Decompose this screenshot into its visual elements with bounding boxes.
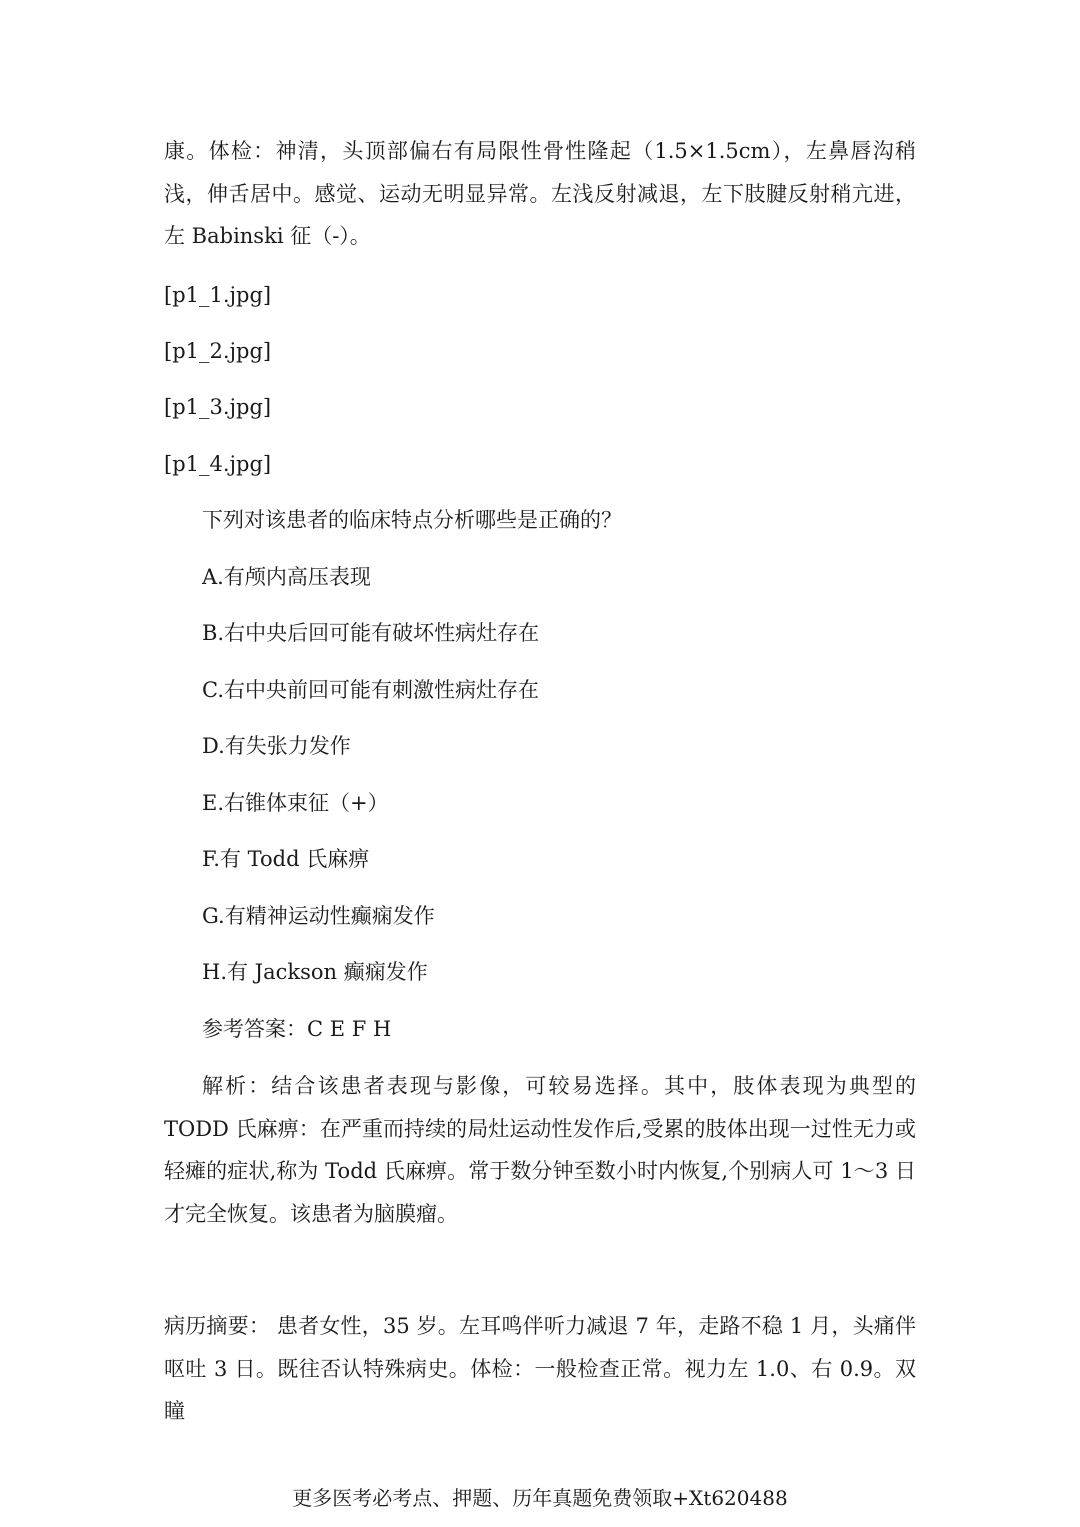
image-placeholder: [p1_3.jpg]	[164, 395, 272, 419]
reference-answer: 参考答案：C E F H	[202, 1017, 392, 1041]
image-placeholder: [p1_4.jpg]	[164, 452, 272, 476]
option-a: A.有颅内高压表现	[202, 565, 371, 589]
analysis-text: 解析：结合该患者表现与影像，可较易选择。其中，肢体表现为典型的 TODD 氏麻痹：在严重而持续的局灶运动性发作后,受累的肢体出现一过性无力或轻瘫的症状,称为 Todd 氏麻痹。常于数分钟至数小时内恢复,个别病人可 1～3 日才完全恢复。该患者为脑膜瘤。	[164, 1074, 916, 1226]
option-g: G.有精神运动性癫痫发作	[202, 904, 435, 928]
option-e: E.右锥体束征（+）	[202, 791, 389, 815]
question-text: 下列对该患者的临床特点分析哪些是正确的？	[202, 508, 622, 532]
image-placeholder: [p1_2.jpg]	[164, 339, 272, 363]
option-d: D.有失张力发作	[202, 734, 351, 758]
footer-promo: 更多医考必考点、押题、历年真题免费领取+Xt620488	[292, 1486, 788, 1510]
case-summary-paragraph	[164, 1305, 916, 1433]
exam-paragraph	[164, 130, 916, 258]
option-f: F.有 Todd 氏麻痹	[202, 847, 370, 871]
option-h: H.有 Jackson 癫痫发作	[202, 960, 428, 984]
option-b: B.右中央后回可能有破坏性病灶存在	[202, 621, 540, 645]
case-summary-text: 病历摘要： 患者女性，35 岁。左耳鸣伴听力减退 7 年，走路不稳 1 月，头痛伴呕吐 3 日。既往否认特殊病史。体检：一般检查正常。视力左 1.0、右 0.9。双瞳	[164, 1314, 916, 1423]
image-placeholder: [p1_1.jpg]	[164, 283, 272, 307]
analysis-paragraph	[164, 1065, 916, 1235]
exam-paragraph-text: 康。体检：神清，头顶部偏右有局限性骨性隆起（1.5×1.5cm），左鼻唇沟稍浅，伸舌居中。感觉、运动无明显异常。左浅反射减退，左下肢腱反射稍亢进，左 Babinski 征（-）。	[164, 139, 916, 248]
option-c: C.右中央前回可能有刺激性病灶存在	[202, 678, 539, 702]
